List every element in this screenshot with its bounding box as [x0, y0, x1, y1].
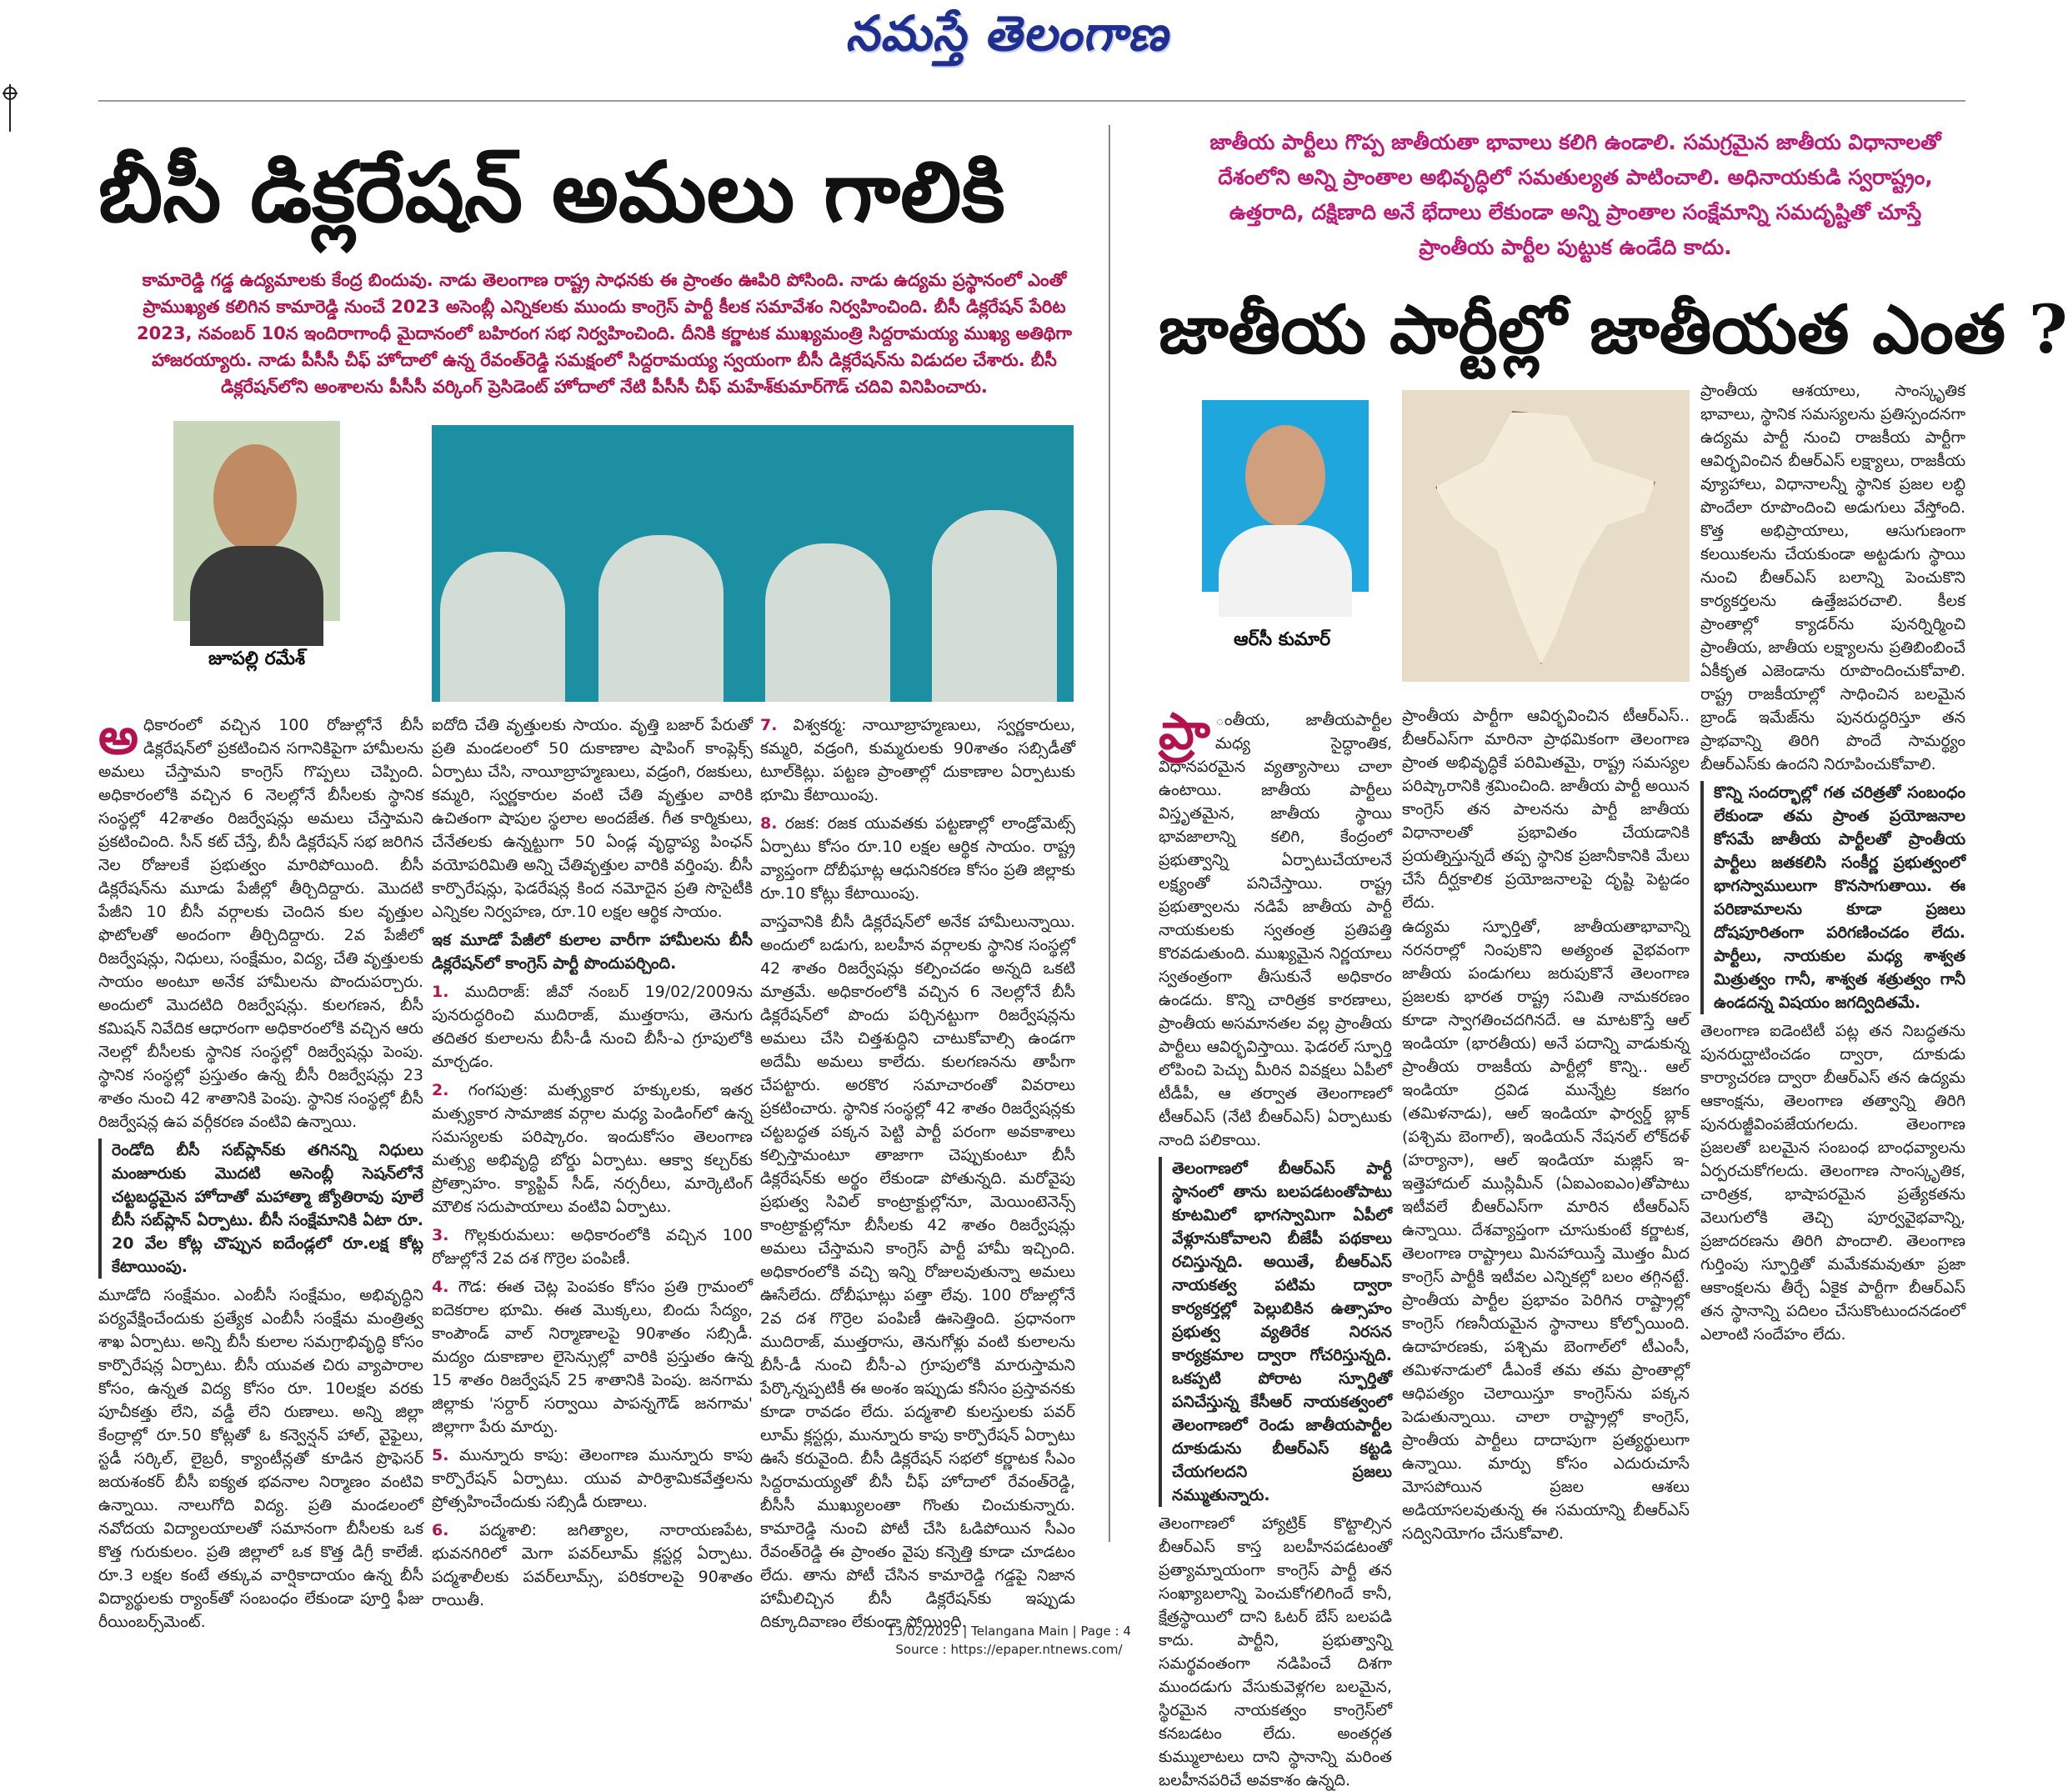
declaration-list-item — [760, 812, 1075, 905]
footer-source-link[interactable]: Source : https://epaper.ntnews.com/ — [895, 1642, 1123, 1657]
declaration-list-item — [432, 1079, 753, 1219]
left-column-3 — [760, 713, 1076, 1631]
list-item-text: గొల్లకురుమలు: అధికారంలోకి వచ్చిన 100 రోజుల్లోనే 2వ దశ గొర్రెల పంపిణీ. — [432, 1226, 753, 1268]
right-cola-text: ంతీయ, జాతీయపార్టీల మధ్య సైద్ధాంతిక, విధానపరమైన వ్యత్యాసాలు చాలా ఉంటాయి. జాతీయ పార్టీలు విస్తృతమైన, జాతీయ స్థాయి భావజాలాన్ని కలిగి, కేంద్రంలో ప్రభుత్వాన్ని ఏర్పాటుచేయాలనే లక్ష్యంతో పనిచేస్తాయి. రాష్ట్ర ప్రభుత్వాలను నడిపే జాతీయ పార్టీ నాయకులకు స్వతంత్ర ప్రతిపత్తి కొరవడుతుంది. ముఖ్యమైన నిర్ణయాలు స్వతంత్రంగా తీసుకునే అధికారం ఉండదు. కొన్ని చారిత్రక కారణాలు, ప్రాంతీయ అసమానతల వల్ల ప్రాంతీయ పార్టీలు ఆవిర్భవిస్తాయి. ఫెడరల్ స్ఫూర్తి లోపించి పెచ్చు మీరిన వివక్షలు ఏపీలో టీడీపీ, ఆ తర్వాత తెలంగాణలో టీఆర్‌ఎస్ (నేటి బీఆర్‌ఎస్) ఏర్పాటుకు నాంది పలికాయి. — [1159, 711, 1392, 1149]
dropcap-left: అ — [98, 708, 138, 766]
masthead — [0, 0, 2018, 75]
list-item-text: రజక: రజక యువతకు పట్టణాల్లో లాండ్రోమెట్స్ ఏర్పాటు కోసం రూ.10 లక్షల ఆర్థిక సాయం. రాష్ట్ర వ్యాప్తంగా దోబీఘాట్ల ఆధునికరణ కోసం ప్రతి జిల్లాకు రూ.10 కోట్లు కేటాయింపు. — [760, 814, 1076, 903]
declaration-list-item — [432, 1519, 753, 1612]
right-colc-more: తెలంగాణ ఐడెంటిటీ పట్ల తన నిబద్ధతను పునరుద్ఘాటించడం ద్వారా, దూకుడు కార్యాచరణ ద్వారా బీఆర్‌ఎస్ తన ఉద్యమ ఆకాంక్షను, తెలంగాణ తత్వాన్ని తిరిగి పునరుజ్జీవింపజేయగలదు. తెలంగాణ ప్రజలతో బలమైన సంబంధ బాంధవ్యాలను ఏర్పరచుకోగలదు. తెలంగాణ సాంస్కృతిక, చారిత్రక, భాషాపరమైన ప్రత్యేకతను వెలుగులోకి తెచ్చి పూర్వవైభవాన్ని, ప్రజాదరణను తిరిగి పొందాలి. తెలంగాణ గుర్తింపు స్ఫూర్తితో మమేకమవుతూ ప్రజా ఆకాంక్షలను తీర్చే ఏకైక పార్టీగా బీఆర్‌ఎస్ తన స్థానాన్ని పదిలం చేసుకొంటుందనడంలో ఎలాంటి సందేహం లేదు. — [1700, 1022, 1965, 1344]
list-item-text: విశ్వకర్మ: నాయీబ్రాహ్మణులు, స్వర్ణకారులు, కమ్మరి, వడ్రంగి, కుమ్మరులకు 90శాతం సబ్సిడీతో టూల్‌కిట్లు. పట్టణ ప్రాంతాల్లో దుకాణాల ఏర్పాటుకు భూమి కేటాయింపు. — [760, 716, 1075, 804]
dropcap-right: ప్రా — [1159, 703, 1210, 761]
right-colc-box: కొన్ని సందర్భాల్లో గత చరిత్రతో సంబంధం లేకుండా తమ ప్రాంత ప్రయోజనాల కోసమే జాతీయ పార్టీలతో ప్రాంతీయ పార్టీలు జతకలిసి సంకీర్ణ ప్రభుత్వంలో భాగస్వాములుగా కొనసాగుతాయి. ఈ పరిణామాలను కూడా ప్రజలు దోషపూరితంగా పరిగణించడం లేదు. పార్టీలు, నాయకుల మధ్య శాశ్వత మిత్రుత్వం గానీ, శాశ్వత శత్రుత్వం గానీ ఉండదన్న విషయం జగద్విదితమే. — [1700, 781, 1965, 1014]
declaration-list-item — [432, 1224, 753, 1270]
right-column-a — [1159, 703, 1392, 1789]
left-intro: కామారెడ్డి గడ్డ ఉద్యమాలకు కేంద్ర బిందువు. నాడు తెలంగాణ రాష్ట్ర సాధనకు ఈ ప్రాంతం ఊపిరి పోసింది. నాడు ఉద్యమ ప్రస్థానంలో ఎంతో ప్రాముఖ్యత కలిగిన కామారెడ్డి నుంచే 2023 అసెంబ్లీ ఎన్నికలకు ముందు కాంగ్రెస్ పార్టీ కీలక సమావేశం నిర్వహించింది. బీసీ డిక్లరేషన్ పేరిట 2023, నవంబర్ 10న ఇందిరాగాంధీ మైదానంలో బహిరంగ సభ నిర్వహించింది. దీనికి కర్ణాటక ముఖ్యమంత్రి సిద్దరామయ్య ముఖ్య అతిథిగా హాజరయ్యారు. నాడు పీసీసీ చీఫ్ హోదాలో ఉన్న రేవంత్‌రెడ్డి సమక్షంలో సిద్దరామయ్య స్వయంగా బీసీ డిక్లరేషన్‌ను విడుదల చేశారు. బీసీ డిక్లరేషన్‌లోని అంశాలను పీసీసీ వర్కింగ్ ప్రెసిడెంట్ హోదాలో నేటి పీసీసీ చీఫ్ మహేశ్‌కుమార్‌గౌడ్ చదివి వినిపించారు. — [137, 270, 1072, 397]
left-col1-text: ధికారంలో వచ్చిన 100 రోజుల్లోనే బీసీ డిక్లరేషన్‌లో ప్రకటించిన సగానికిపైగా హామీలను అమలు చేస్తామని కాంగ్రెస్ గొప్పలు చెప్పింది. అధికారంలోకి వచ్చిన 6 నెలల్లోనే బీసీలకు స్థానిక సంస్థల్లో 42శాతం రిజర్వేషన్లు అమలు చేస్తామని ప్రకటించింది. సీన్ కట్ చేస్తే, బీసీ డిక్లరేషన్ సభ జరిగిన నెల రోజులకే ప్రభుత్వం మారిపోయింది. బీసీ డిక్లరేషన్‌ను మూడు పేజీల్లో తీర్చిదిద్దారు. మొదటి పేజీని 10 బీసీ వర్గాలకు చెందిన కుల వృత్తుల ఫొటోలతో అందంగా తీర్చిదిద్దారు. 2వ పేజీలో రిజర్వేషన్లు, నిధులు, సంక్షేమం, విద్య, చేతి వృత్తులకు సాయం అంటూ అనేక హామీలను పొందుపర్చారు. అందులో మొదటిది రిజర్వేషన్లు. కులగణన, బీసీ కమిషన్ నివేదిక ఆధారంగా అధికారంలోకి వచ్చిన ఆరు నెలల్లో బీసీలకు స్థానిక సంస్థల్లో రిజర్వేషన్లు పెంపు. స్థానిక సంస్థల్లో ప్రస్తుతం ఉన్న బీసీ రిజర్వేషన్లు 23 శాతం నుంచి 42 శాతానికి పెంపు. స్థానిక సంస్థల్లో బీసీ రిజర్వేషన్ల ఉప వర్గీకరణ వంటివి ఉన్నాయి. — [98, 716, 423, 1131]
list-item-number: 2. — [432, 1081, 449, 1099]
left-column-1 — [98, 708, 423, 1631]
top-rule — [98, 100, 1965, 102]
declaration-list-item — [432, 1275, 753, 1439]
list-item-number: 7. — [760, 716, 778, 734]
right-cola-more: తెలంగాణలో హ్యాట్రిక్ కొట్టాల్సిన బీఆర్‌ఎస్ కాస్త బలహీనపడటంతో ప్రత్యామ్నాయంగా కాంగ్రెస్ పార్టీ తన సంఖ్యాబలాన్ని పెంచుకోగలిగిందే కానీ, క్షేత్రస్థాయిలో దాని ఓటర్ బేస్ బలపడి కాదు. పార్టీని, ప్రభుత్వాన్ని సమర్థవంతంగా నడిపించే దిశగా ముందడుగు వేసుకువెళ్లగల బలమైన, స్థిరమైన నాయకత్వం కాంగ్రెస్‌లో కనబడటం లేదు. అంతర్గత కుమ్ములాటలు దాని స్థానాన్ని మరింత బలహీనపరిచే అవకాశం ఉన్నది. — [1159, 1514, 1392, 1789]
author-photo-left — [173, 421, 340, 621]
list-item-text: గంగపుత్ర: మత్స్యకార హక్కులకు, ఇతర మత్స్యకార సామాజిక వర్గాల మధ్య పెండింగ్‌లో ఉన్న సమస్యలకు పరిష్కారం. ఇందుకోసం తెలంగాణ మత్స్య అభివృద్ధి బోర్డు ఏర్పాటు. ఆక్వా కల్చర్‌కు ప్రోత్సాహం. క్యాప్టివ్ సీడ్, నర్సరీలు, మార్కెటింగ్ మౌలిక సదుపాయాలు వంటివి ఏర్పాటు. — [432, 1081, 753, 1216]
footer-date-line: 13/02/2025 | Telangana Main | Page : 4 — [887, 1624, 1131, 1639]
list-item-text: మున్నూరు కాపు: తెలంగాణ మున్నూరు కాపు కార్పొరేషన్ ఏర్పాటు. యువ పారిశ్రామికవేత్తలను ప్రోత్సహించేందుకు సబ్సిడీ రుణాలు. — [432, 1446, 753, 1511]
list-item-text: ముదిరాజ్: జీవో నంబర్ 19/02/2009ను పునరుద్ధరించి ముదిరాజ్, ముత్తరాసు, తెనుగు తదితర కులాలను బీసీ-డీ నుంచి బీసీ-ఎ గ్రూపులోకి మార్చడం. — [432, 983, 753, 1071]
declaration-list-item — [760, 713, 1075, 807]
column-divider — [1109, 125, 1110, 1542]
right-pull-quote: జాతీయ పార్టీలు గొప్ప జాతీయతా భావాలు కలిగి ఉండాలి. సమగ్రమైన జాతీయ విధానాలతో దేశంలోని అన్ని ప్రాంతాల అభివృద్ధిలో సమతుల్యత పాటించాలి. అధినాయకుడి స్వరాష్ట్రం, ఉత్తరాది, దక్షిణాది అనే భేదాలు లేకుండా అన్ని ప్రాంతాల సంక్షేమాన్ని సమదృష్టితో చూస్తే ప్రాంతీయ పార్టీల పుట్టుక ఉండేది కాదు. — [1209, 130, 1941, 259]
artisans-illustration — [432, 425, 1074, 702]
list-item-text: పద్మశాలి: జగిత్యాల, నారాయణపేట, భువనగిరిలో మెగా పవర్‌లూమ్ క్లస్టర్ల ఏర్పాటు. పద్మశాలీలకు పవర్‌లూమ్స్, పరికరాలపై 90శాతం రాయితీ. — [432, 1521, 754, 1609]
right-cola-box: తెలంగాణలో బీఆర్‌ఎస్ పార్టీ స్థానంలో తాను బలపడటంతోపాటు కూటమిలో భాగస్వామిగా ఏపీలో వేళ్లూనుకోవాలని బీజేపీ పథకాలు రచిస్తున్నది. అయితే, బీఆర్‌ఎస్ నాయకత్వ పటిమ ద్వారా కార్యకర్తల్లో పెల్లుబికిన ఉత్సాహం ప్రభుత్వ వ్యతిరేక నిరసన కార్యక్రమాల ద్వారా గోచరిస్తున్నది. ఒకప్పటి పోరాట స్ఫూర్తితో పనిచేస్తున్న కేసీఆర్ నాయకత్వంలో తెలంగాణలో రెండు జాతీయపార్టీల దూకుడును బీఆర్‌ఎస్ కట్టడి చేయగలదని ప్రజలు నమ్ముతున్నారు. — [1159, 1157, 1392, 1507]
left-col1-more: మూడోది సంక్షేమం. ఎంబీసీ సంక్షేమం, అభివృద్ధిని పర్యవేక్షించేందుకు ప్రత్యేక ఎంబీసీ సంక్షేమ మంత్రిత్వ శాఖ ఏర్పాటు. అన్ని బీసీ కులాల సమగ్రాభివృద్ధి కోసం కార్పొరేషన్ల ఏర్పాటు. బీసీ యువత చిరు వ్యాపారాల కోసం, ఉన్నత విద్య కోసం రూ. 10లక్షల వరకు పూచీకత్తు లేని, వడ్డీ లేని రుణాలు. అన్ని జిల్లా కేంద్రాల్లో రూ.50 కోట్లతో ఓ కన్వెన్షన్ హాల్, వైఫైలు, స్టడీ సర్కిల్, లైబ్రరీ, క్యాంటీన్లతో కూడిన ప్రొఫెసర్ జయశంకర్ బీసీ ఐక్యత భవనాల నిర్మాణం వంటివి ఉన్నాయి. నాలుగోది విద్య. ప్రతి మండలంలో నవోదయ విద్యాలయాలతో సమానంగా బీసీలకు ఒక కొత్త గురుకులం. ప్రతి జిల్లాలో ఒక కొత్త డిగ్రీ కాలేజీ. రూ.3 లక్షల కంటే తక్కువ వార్షికాదాయం ఉన్న బీసీ విద్యార్థులకు ర్యాంక్‌తో సంబంధం లేకుండా పూర్తి ఫీజు రీయింబర్స్‌మెంట్. — [98, 1286, 423, 1631]
author-caption-right: ఆర్‌సీ కుమార్ — [1234, 629, 1331, 650]
right-column-c — [1700, 379, 1965, 1550]
india-map-shape — [1435, 411, 1655, 664]
page-footer — [0, 1622, 2018, 1664]
left-column-2 — [432, 713, 754, 1609]
left-col3-tail: వాస్తవానికి బీసీ డిక్లరేషన్‌లో అనేక హామీలున్నాయి. అందులో బడుగు, బలహీన వర్గాలకు స్థానిక సంస్థల్లో 42 శాతం రిజర్వేషన్లు కల్పించడం అన్నది ఒకటి మాత్రమే. అధికారంలోకి వచ్చిన 6 నెలల్లోనే బీసీ డిక్లరేషన్‌లో పొందు పర్చినట్టుగా రిజర్వేషన్లను అమలు చేసి చిత్తశుద్ధిని చాటుకోవాల్సి ఉండగా అదేమీ అమలు కాలేదు. కులగణనను తాపీగా చేపట్టారు. అరకొర సమాచారంతో వివరాలు ప్రకటించారు. స్థానిక సంస్థల్లో 42 శాతం రిజర్వేషన్లకు చట్టబద్ధత పక్కన పెట్టి పార్టీ పరంగా అవకాశాలు కల్పిస్తామంటూ తాజాగా చెప్పుకుంటూ బీసీ డిక్లరేషన్‌కు అర్థం లేకుండా పోతున్నది. మరోవైపు ప్రభుత్వ సివిల్ కాంట్రాక్టుల్లోనూ, మెయింటెనెన్స్ కాంట్రాక్టుల్లోనూ బీసీలకు 42 శాతం రిజర్వేషన్లు అమలు చేస్తామని కాంగ్రెస్ పార్టీ హామీ ఇచ్చింది. అధికారంలోకి వచ్చి ఇన్ని రోజులవుతున్నా అమలు ఊసేలేదు. దోబీఘాట్లు పత్తా లేవు. 100 రోజుల్లోనే 2వ దశ గొర్రెల పంపిణీ ఊసెత్తింది. ప్రధానంగా ముదిరాజ్, ముత్తరాసు, తెనుగోళ్లు వంటి కులాలను బీసీ-డీ నుంచి బీసీ-ఎ గ్రూపులోకి మారుస్తామని పేర్కొన్నప్పటికీ ఈ అంశం ఇప్పుడు కనీసం ప్రస్తావనకు కూడా రావడం లేదు. పద్మశాలి కులస్తులకు పవర్ లూమ్ క్లస్టర్లు, మున్నూరు కాపు కార్పొరేషన్ ఏర్పాటు ఊసే కరువైంది. బీసీ డిక్లరేషన్ సభలో కర్ణాటక సీఎం సిద్దరామయ్యతో బీసీ చీఫ్ హోదాలో రేవంత్‌రెడ్డి, బీసీసీ ముఖ్యులంతా గొంతు చించుకున్నారు. కామారెడ్డి నుంచి పోటీ చేసి ఓడిపోయిన సీఎం రేవంత్‌రెడ్డి ఈ ప్రాంతం వైపు కన్నెత్తి కూడా చూడటం లేదు. తాను పోటీ చేసిన కామారెడ్డి గడ్డపై నిజాన హామీలిచ్చిన బీసీ డిక్లరేషన్‌కు ఇప్పుడు దిక్కూదివాణం లేకుండా పోయింది. — [760, 913, 1075, 1631]
list-item-number: 8. — [760, 814, 778, 833]
right-colb-top: ప్రాంతీయ పార్టీగా ఆవిర్భవించిన టీఆర్‌ఎస్.. బీఆర్‌ఎస్‌గా మారినా ప్రాథమికంగా తెలంగాణ ప్రాంత అభివృద్ధికే పరిమితమై, రాష్ట్ర సమస్యల పరిష్కారానికి శ్రమించింది. జాతీయ పార్టీ అయిన కాంగ్రెస్ తన పాలనను పార్టీ జాతీయ విధానాలతో ప్రభావితం చేయడానికి ప్రయత్నిస్తున్నదే తప్ప స్థానిక ప్రజానీకానికి మేలు చేసే దీర్ఘకాలిక ప్రయోజనాలపై దృష్టి పెట్టడం లేదు. — [1402, 707, 1690, 912]
left-col1-box: రెండోది బీసీ సబ్‌ప్లాన్‌కు తగినన్ని నిధులు మంజూరుకు మొదటి అసెంబ్లీ సెషన్‌లోనే చట్టబద్ధమైన హోదాతో మహాత్మా జ్యోతిరావు పూలే బీసీ సబ్‌ప్లాన్ ఏర్పాటు. బీసీ సంక్షేమానికి ఏటా రూ. 20 వేల కోట్ల చొప్పున ఐదేండ్లలో రూ.లక్ష కోట్ల కేటాయింపు. — [98, 1139, 423, 1279]
crosshair-icon[interactable] — [2, 82, 18, 133]
right-colb-text: ఉద్యమ స్ఫూర్తితో, జాతీయతాభావాన్ని నరనరాల్లో నింపుకొని అత్యంత వైభవంగా జాతీయ పండుగలు జరుపుకొనే తెలంగాణ ప్రజలకు భారత రాష్ట్ర సమితి నామకరణం కూడా స్వాగతించదగినదే. ఆ మాటకొస్తే ఆల్ ఇండియా (భారతీయ) అనే పదాన్ని వాడుకున్న ప్రాంతీయ రాజకీయ పార్టీల్లో కొన్ని.. ఆల్ ఇండియా ద్రవిడ మున్నేట్ర కజగం (తమిళనాడు), ఆల్ ఇండియా ఫార్వర్డ్ బ్లాక్ (పశ్చిమ బెంగాల్), ఇండియన్ నేషనల్ లోక్‌దళ్ (హర్యానా), ఆల్ ఇండియా మజ్లిస్ ఇ- ఇత్తెహాదుల్ ముస్లిమీన్ (ఏఐఎంఐఎం)తోపాటు ఇటీవలే బీఆర్‌ఎస్‌గా మారిన టీఆర్‌ఎస్ ఉన్నాయి. దేశవ్యాప్తంగా చూసుకుంటే కర్ణాటక, తెలంగాణ రాష్ట్రాలు మినహాయిస్తే మొత్తం మీద కాంగ్రెస్ పార్టీకి ఇటీవల ఎన్నికల్లో బలం తగ్గినట్టే. ప్రాంతీయ పార్టీల ప్రభావం పెరిగిన రాష్ట్రాల్లో కాంగ్రెస్ గణనీయమైన స్థానాలు కోల్పోయింది. ఉదాహరణకు, పశ్చిమ బెంగాల్‌లో టీఎంసీ, తమిళనాడులో డీఎంకే తమ తమ ప్రాంతాల్లో ఆధిపత్యం చెలాయిస్తూ కాంగ్రెస్‌ను పక్కన పెడుతున్నాయి. చాలా రాష్ట్రాల్లో కాంగ్రెస్, ప్రాంతీయ పార్టీలు దాదాపుగా ప్రత్యర్థులుగా ఉన్నాయి. మార్పు కోసం ఎదురుచూసే మోసపోయిన ప్రజల ఆశలు అడియాసలవుతున్న ఈ సమయాన్ని బీఆర్‌ఎస్ సద్వినియోగం చేసుకోవాలి. — [1402, 918, 1690, 1543]
list-item-text: గౌడ: ఈత చెట్ల పెంపకం కోసం ప్రతి గ్రామంలో ఐదెకరాల భూమి. ఈత మొక్కలు, బిందు సేద్యం, కాంపౌండ్ వాల్ నిర్మాణాలపై 90శాతం సబ్సిడీ. మద్యం దుకాణాల లైసెన్సుల్లో వారికి ప్రస్తుతం ఉన్న 15 శాతం రిజర్వేషన్ 25 శాతానికి పెంపు. జనగామ జిల్లాకు 'సర్దార్ సర్వాయి పాపన్నగౌడ్ జనగామ' జిల్లాగా పేరు మార్పు. — [432, 1278, 753, 1436]
right-column-b — [1402, 915, 1690, 1550]
list-item-number: 6. — [432, 1521, 449, 1539]
right-column-b-top — [1402, 704, 1690, 912]
declaration-list-item — [432, 980, 753, 1074]
list-item-number: 4. — [432, 1278, 449, 1296]
masthead-title: నమస్తే తెలంగాణ — [843, 5, 1177, 62]
list-item-number: 3. — [432, 1226, 449, 1244]
left-col2-heading: ఇక మూడో పేజీలో కులాల వారీగా హామీలను బీసీ డిక్లరేషన్‌లో కాంగ్రెస్ పార్టీ పొందుపర్చింది. — [432, 931, 753, 973]
left-col2-top: ఐదోది చేతి వృత్తులకు సాయం. వృత్తి బజార్ పేరుతో ప్రతి మండలంలో 50 దుకాణాల షాపింగ్ కాంప్లెక్స్ ఏర్పాటు చేసి, నాయీబ్రాహ్మణులు, వడ్రంగి, రజకులు, కమ్మరి, స్వర్ణకారుల వంటి చేతి వృత్తుల వారికి ఉచితంగా షాపుల స్థలాల అందజేత. గీత కార్మికులు, చేనేతలకు ఉన్నట్టుగా 50 ఏండ్ల వృద్ధాప్య పింఛన్ వయోపరిమితి అన్ని చేతివృత్తుల వారికి వర్తింపు. బీసీ కార్పొరేషన్లు, ఫెడరేషన్ల కింద నమోదైన ప్రతి సొసైటీకి ఎన్నికల నిర్వహణ, రూ.10 లక్షల ఆర్థిక సాయం. — [432, 716, 753, 921]
india-map — [1402, 390, 1690, 682]
list-item-number: 1. — [432, 983, 449, 1001]
author-caption-left: జూపల్లి రమేశ్ — [208, 648, 306, 669]
right-colc-top: ప్రాంతీయ ఆశయాలు, సాంస్కృతిక భావాలు, స్థానిక సమస్యలను ప్రతిస్పందనగా ఉద్యమ పార్టీ నుంచి రాజకీయ పార్టీగా ఆవిర్భవించిన బీఆర్‌ఎస్ లక్ష్యాలు, రాజకీయ వ్యూహాలు, విధానాలన్నీ స్థానిక ప్రజల లబ్ధి పొందేలా రూపొందించి అడుగులు వేస్తోంది. కొత్త అభిప్రాయాలు, ఆసుగుణంగా కలయికలను చేయకుండా అట్టడుగు స్థాయి నుంచి బీఆర్‌ఎస్ బలాన్ని పెంచుకొని కార్యకర్తలను ఉత్తేజపరచాలి. కీలక ప్రాంతాల్లో క్యాడర్‌ను పునర్నిర్మించి ప్రాంతీయ, జాతీయ లక్ష్యాలను ప్రతిబింబించే ఏకీకృత ఎజెండాను రూపొందించుకోవాలి. రాష్ట్ర రాజకీయాల్లో సాధించిన బలమైన బ్రాండ్ ఇమేజ్‌ను పునరుద్ధరిస్తూ తన ప్రాభవాన్ని తిరిగి పొందే సామర్థ్యం బీఆర్‌ఎస్‌కు ఉందని నిరూపించుకోవాలి. — [1700, 382, 1965, 773]
declaration-list-item — [432, 1444, 753, 1514]
left-headline: బీసీ డిక్లరేషన్ అమలు గాలికి — [98, 143, 1005, 241]
author-photo-right — [1202, 400, 1369, 592]
right-headline: జాతీయ పార్టీల్లో జాతీయత ఎంత ? — [1159, 290, 2068, 368]
list-item-number: 5. — [432, 1446, 449, 1464]
